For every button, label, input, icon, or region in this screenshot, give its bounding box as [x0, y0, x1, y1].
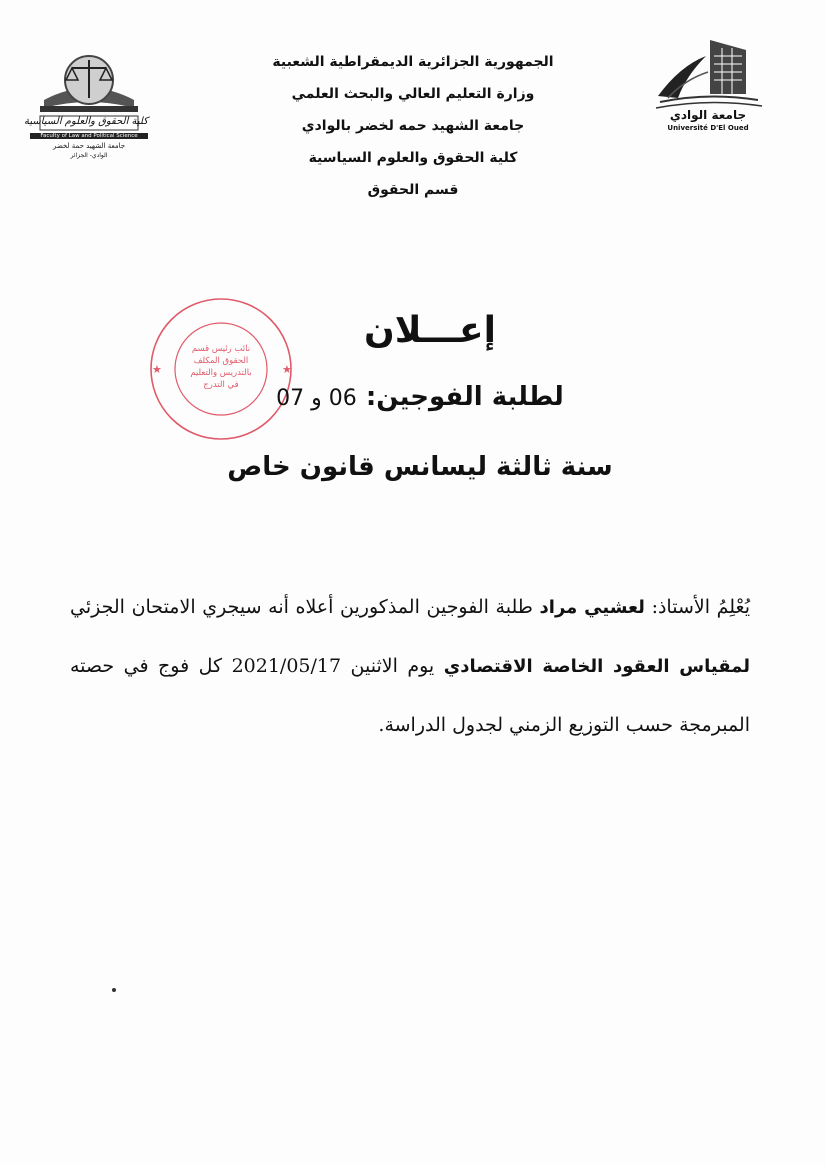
stamp-center-line: الحقوق المكلف: [193, 356, 249, 366]
svg-text:★: ★: [152, 363, 162, 376]
professor-name: لعشيي مراد: [539, 597, 645, 618]
body-part2: يوم الاثنين 2021/05/17 كل فوج في حصته المبرمجة حسب التوزيع الزمني لجدول الدراسة.: [70, 655, 750, 736]
page-dot: [112, 988, 116, 992]
document-header: [213, 46, 613, 206]
faculty-university-line: جامعة الشهيد حمة لخضر: [52, 142, 126, 150]
groups-label: لطلبة الفوجين:: [365, 382, 564, 412]
stamp-center-line: نائب رئيس قسم: [191, 344, 251, 354]
header-university: جامعة الشهيد حمه لخضر بالوادي: [301, 118, 525, 134]
announcement-title: إعـــلان: [364, 310, 496, 351]
subject-name: لمقياس العقود الخاصة الاقتصادي: [443, 656, 750, 677]
university-french-name: Université D'El Oued: [667, 124, 749, 132]
faculty-arabic-name: كلية الحقوق والعلوم السياسية: [24, 116, 148, 127]
body-part1: طلبة الفوجين المذكورين أعلاه أنه سيجري الامتحان الجزئي: [70, 596, 540, 618]
groups-numbers: 06 و 07: [276, 386, 357, 411]
header-department: قسم الحقوق: [367, 182, 459, 198]
faculty-city-line: الوادي- الجزائر: [70, 152, 108, 159]
faculty-emblem-icon: [24, 36, 148, 171]
stamp-center-line: بالتدريس والتعليم: [190, 368, 252, 378]
announcement-year: سنة ثالثة ليسانس قانون خاص: [227, 452, 613, 482]
official-stamp: [146, 297, 296, 442]
header-republic: الجمهورية الجزائرية الديمقراطية الشعبية: [272, 54, 554, 70]
stamp-ring-text: [146, 297, 152, 300]
university-logo: [650, 36, 766, 136]
faculty-logo: [24, 36, 148, 171]
university-building-icon: [650, 36, 766, 116]
header-ministry: وزارة التعليم العالي والبحث العلمي: [291, 86, 535, 102]
university-arabic-name: جامعة الوادي: [669, 108, 747, 122]
stamp-center: [176, 343, 266, 391]
announcement-body: [70, 578, 750, 755]
stamp-center-line: في التدرج: [203, 380, 239, 390]
body-intro: يُعْلِمُ الأستاذ:: [644, 596, 751, 618]
svg-text:وزارة التعليم العالي والبحث ال: [146, 297, 152, 300]
header-faculty: كلية الحقوق والعلوم السياسية: [308, 150, 518, 166]
svg-text:★: ★: [282, 363, 292, 376]
announcement-groups: [260, 382, 580, 412]
faculty-english-name: Faculty of Law and Political Science: [30, 133, 148, 139]
